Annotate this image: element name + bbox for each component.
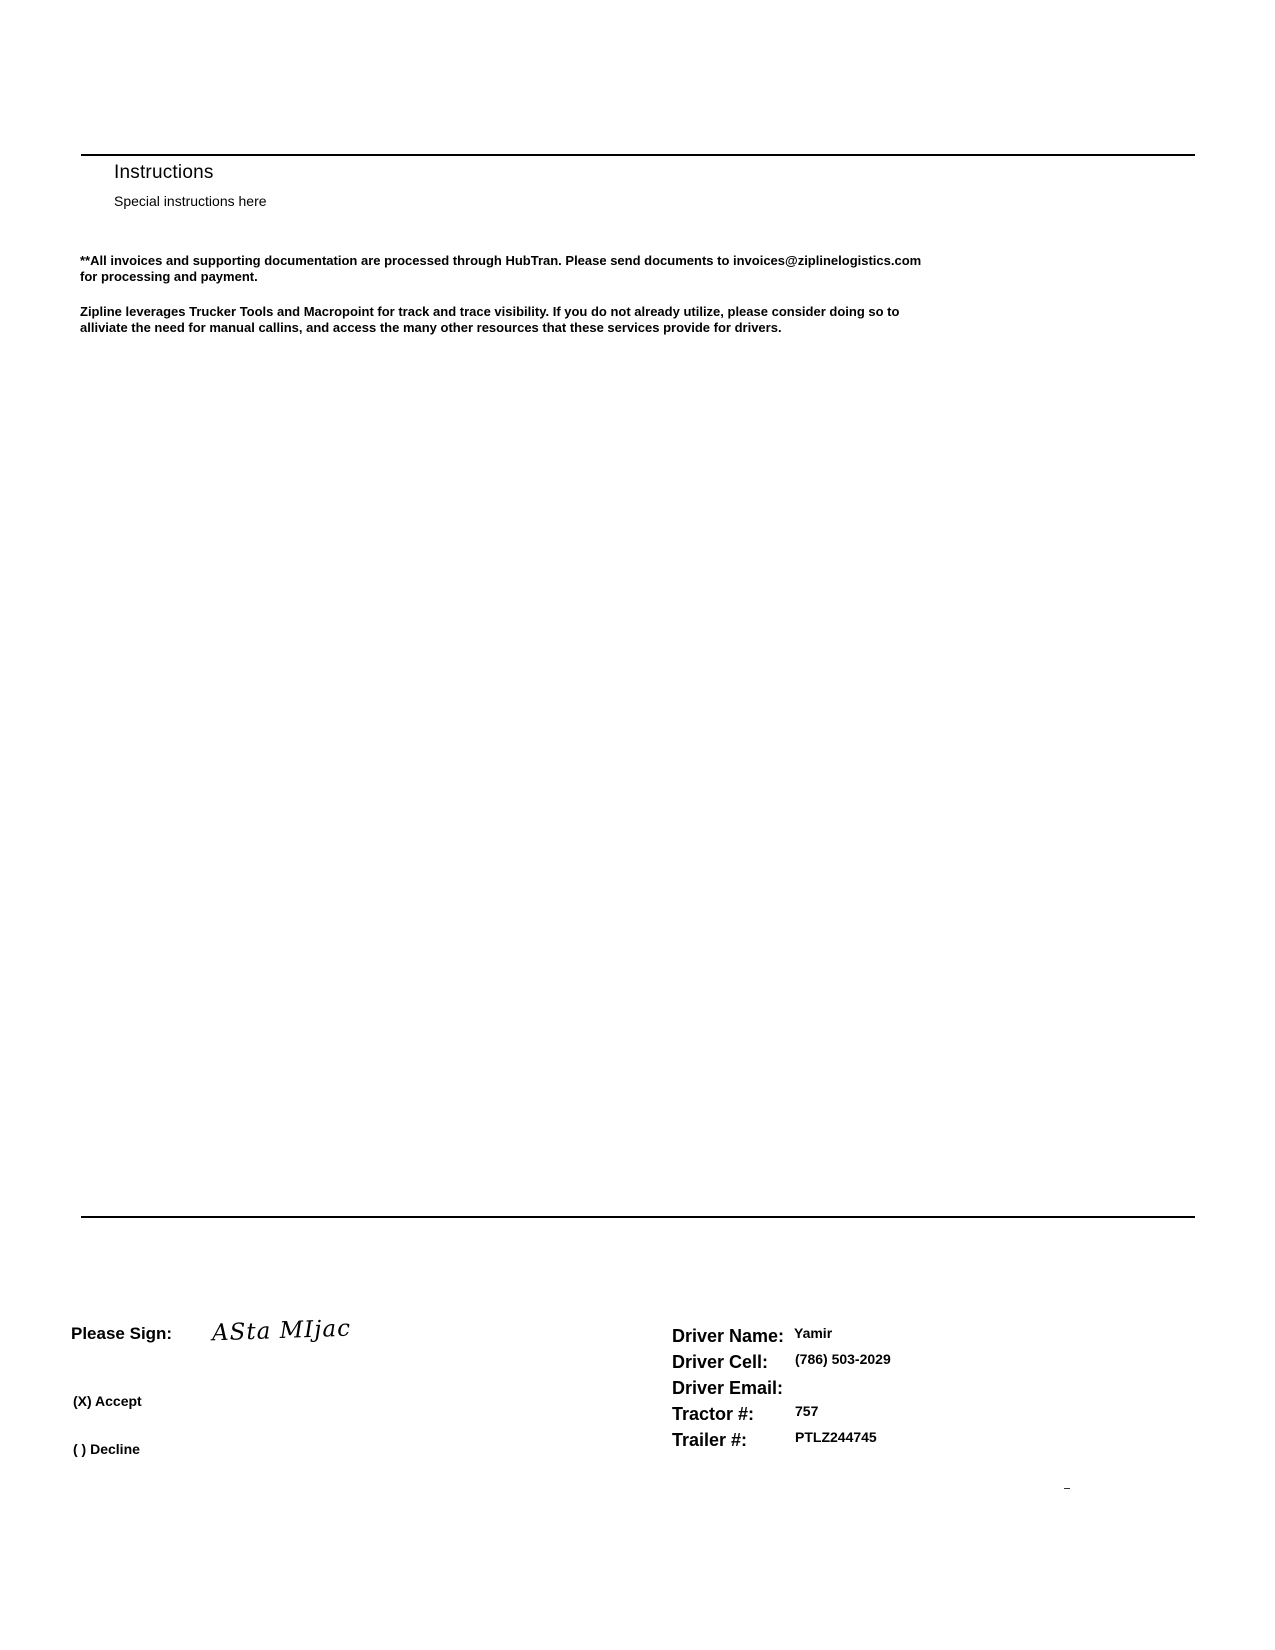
trailer-row bbox=[672, 1430, 1112, 1456]
trailer-value: PTLZ244745 bbox=[795, 1429, 877, 1445]
tracking-notice-line-2: alliviate the need for manual callins, and access the many other resources that these services provide for drivers. bbox=[80, 320, 782, 335]
driver-cell-label: Driver Cell: bbox=[672, 1352, 769, 1372]
special-instructions-text: Special instructions here bbox=[114, 193, 267, 209]
driver-info bbox=[672, 1326, 1112, 1456]
driver-cell-row bbox=[672, 1352, 1112, 1378]
invoice-notice-line-1: **All invoices and supporting documentation are processed through HubTran. Please send documents to invoices@ziplinelogistics.com bbox=[80, 253, 922, 268]
accept-option[interactable]: (X) Accept bbox=[73, 1393, 142, 1409]
instructions-heading: Instructions bbox=[114, 162, 214, 183]
bottom-divider bbox=[81, 1216, 1195, 1218]
driver-cell-value: (786) 503-2029 bbox=[795, 1351, 891, 1367]
invoice-notice bbox=[80, 253, 1160, 285]
driver-name-value: Yamir bbox=[794, 1325, 833, 1341]
decline-option[interactable]: ( ) Decline bbox=[73, 1441, 140, 1457]
tracking-notice-line-1: Zipline leverages Trucker Tools and Macropoint for track and trace visibility. If you do not already utilize, please consider doing so to bbox=[80, 304, 900, 319]
tracking-notice bbox=[80, 304, 1160, 336]
driver-email-label: Driver Email: bbox=[672, 1378, 784, 1398]
driver-name-label: Driver Name: bbox=[672, 1326, 785, 1346]
invoice-notice-line-2: for processing and payment. bbox=[80, 269, 258, 284]
driver-name-row bbox=[672, 1326, 1112, 1352]
driver-email-row bbox=[672, 1378, 1112, 1404]
handwritten-signature: ASta MIjac bbox=[211, 1315, 352, 1347]
top-divider bbox=[81, 154, 1195, 156]
stray-dash-mark bbox=[1064, 1488, 1070, 1489]
trailer-label: Trailer #: bbox=[672, 1430, 748, 1450]
tractor-label: Tractor #: bbox=[672, 1404, 755, 1424]
tractor-row bbox=[672, 1404, 1112, 1430]
please-sign-label: Please Sign: bbox=[71, 1324, 173, 1343]
tractor-value: 757 bbox=[795, 1403, 819, 1419]
